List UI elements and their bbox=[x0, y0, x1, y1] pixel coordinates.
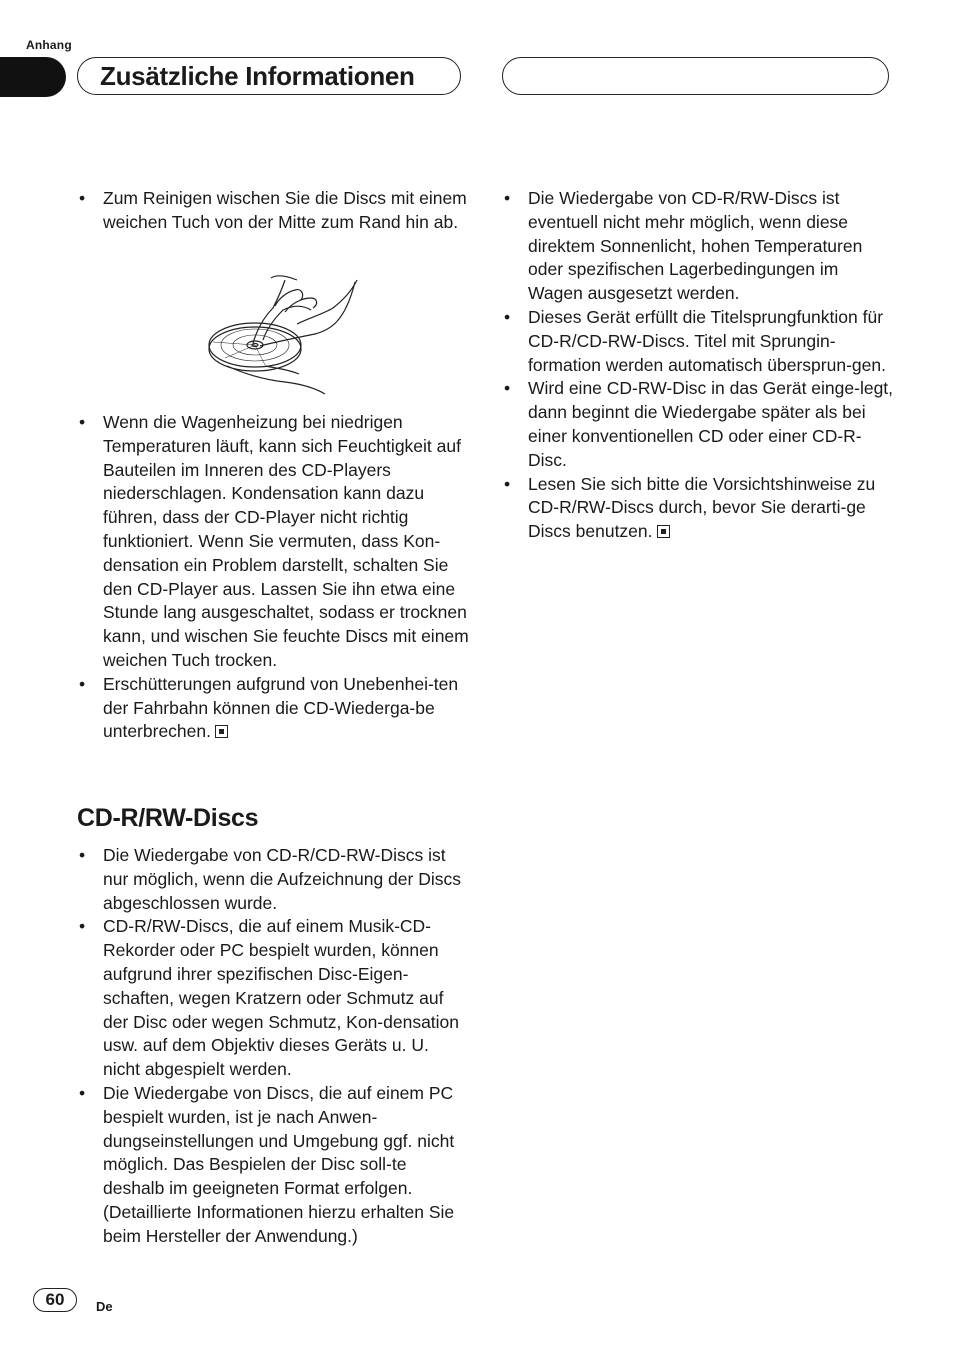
list-item: • Die Wiedergabe von CD-R/CD-RW-Discs ist nur möglich, wenn die Aufzeichnung der Discs abgeschlossen wurde. bbox=[77, 844, 469, 915]
empty-header-box bbox=[502, 57, 889, 95]
page-title-box bbox=[77, 57, 461, 95]
list-item: • Die Wiedergabe von Discs, die auf einem PC bespielt wurden, ist je nach Anwen-dungseinstellungen und Umgebung ggf. nicht möglich. Das Bespielen der Disc soll-te deshalb im geeigneten Format erfolgen. (Detaillierte Informationen hierzu erhalten Sie beim Hersteller der Anwendung.) bbox=[77, 1082, 469, 1249]
cdr-rw-list-continued bbox=[502, 187, 894, 544]
end-of-section-icon bbox=[215, 725, 228, 738]
condensation-list bbox=[77, 411, 469, 744]
list-item bbox=[502, 473, 894, 544]
list-item: • Wenn die Wagenheizung bei niedrigen Temperaturen läuft, kann sich Feuchtigkeit auf Bauteilen im Inneren des CD-Players niederschlagen. Kondensation kann dazu führen, dass der CD-Player nicht richtig funktioniert. Wenn Sie vermuten, dass Kon-densation ein Problem darstellt, schalten Sie den CD-Player aus. Lassen Sie ihn etwa eine Stunde lang ausgeschaltet, sodass er trocknen kann, und wischen Sie feuchte Discs mit einem weichen Tuch trocken. bbox=[77, 411, 469, 673]
end-of-section-icon bbox=[657, 525, 670, 538]
page-number: 60 bbox=[33, 1288, 77, 1312]
page-title: Zusätzliche Informationen bbox=[100, 60, 415, 91]
list-item-text: Lesen Sie sich bitte die Vorsichtshinweise zu CD-R/RW-Discs durch, bevor Sie derarti-ge Discs benutzen. bbox=[528, 473, 876, 542]
list-item-text: Erschütterungen aufgrund von Unebenhei-ten der Fahrbahn können die CD-Wiederga-be unterbrechen. bbox=[103, 673, 459, 742]
list-item bbox=[77, 673, 469, 744]
list-item: • Wird eine CD-RW-Disc in das Gerät einge-legt, dann beginnt die Wiedergabe später als bei einer konventionellen CD oder einer CD-R-Disc. bbox=[502, 377, 894, 472]
language-code: De bbox=[96, 1299, 113, 1314]
hand-wiping-disc-icon bbox=[205, 270, 365, 400]
section-tab-marker bbox=[0, 57, 66, 97]
list-item: • Dieses Gerät erfüllt die Titelsprungfunktion für CD-R/CD-RW-Discs. Titel mit Sprungin-formation werden automatisch übersprun-gen. bbox=[502, 306, 894, 377]
section-label: Anhang bbox=[26, 38, 72, 52]
cleaning-list bbox=[77, 187, 469, 235]
list-item: • Die Wiedergabe von CD-R/RW-Discs ist eventuell nicht mehr möglich, wenn diese direktem Sonnenlicht, hohen Temperaturen oder spezifischen Lagerbedingungen im Wagen ausgesetzt werden. bbox=[502, 187, 894, 306]
section-heading: CD-R/RW-Discs bbox=[77, 804, 259, 832]
list-item: • CD-R/RW-Discs, die auf einem Musik-CD-Rekorder oder PC bespielt wurden, können aufgrund ihrer spezifischen Disc-Eigen-schaften, wegen Kratzern oder Schmutz auf der Disc oder wegen Schmutz, Kon-densation usw. auf dem Objektiv dieses Geräts u. U. nicht abgespielt werden. bbox=[77, 915, 469, 1082]
list-item: • Zum Reinigen wischen Sie die Discs mit einem weichen Tuch von der Mitte zum Rand hin ab. bbox=[77, 187, 469, 235]
cdr-rw-list bbox=[77, 844, 469, 1249]
